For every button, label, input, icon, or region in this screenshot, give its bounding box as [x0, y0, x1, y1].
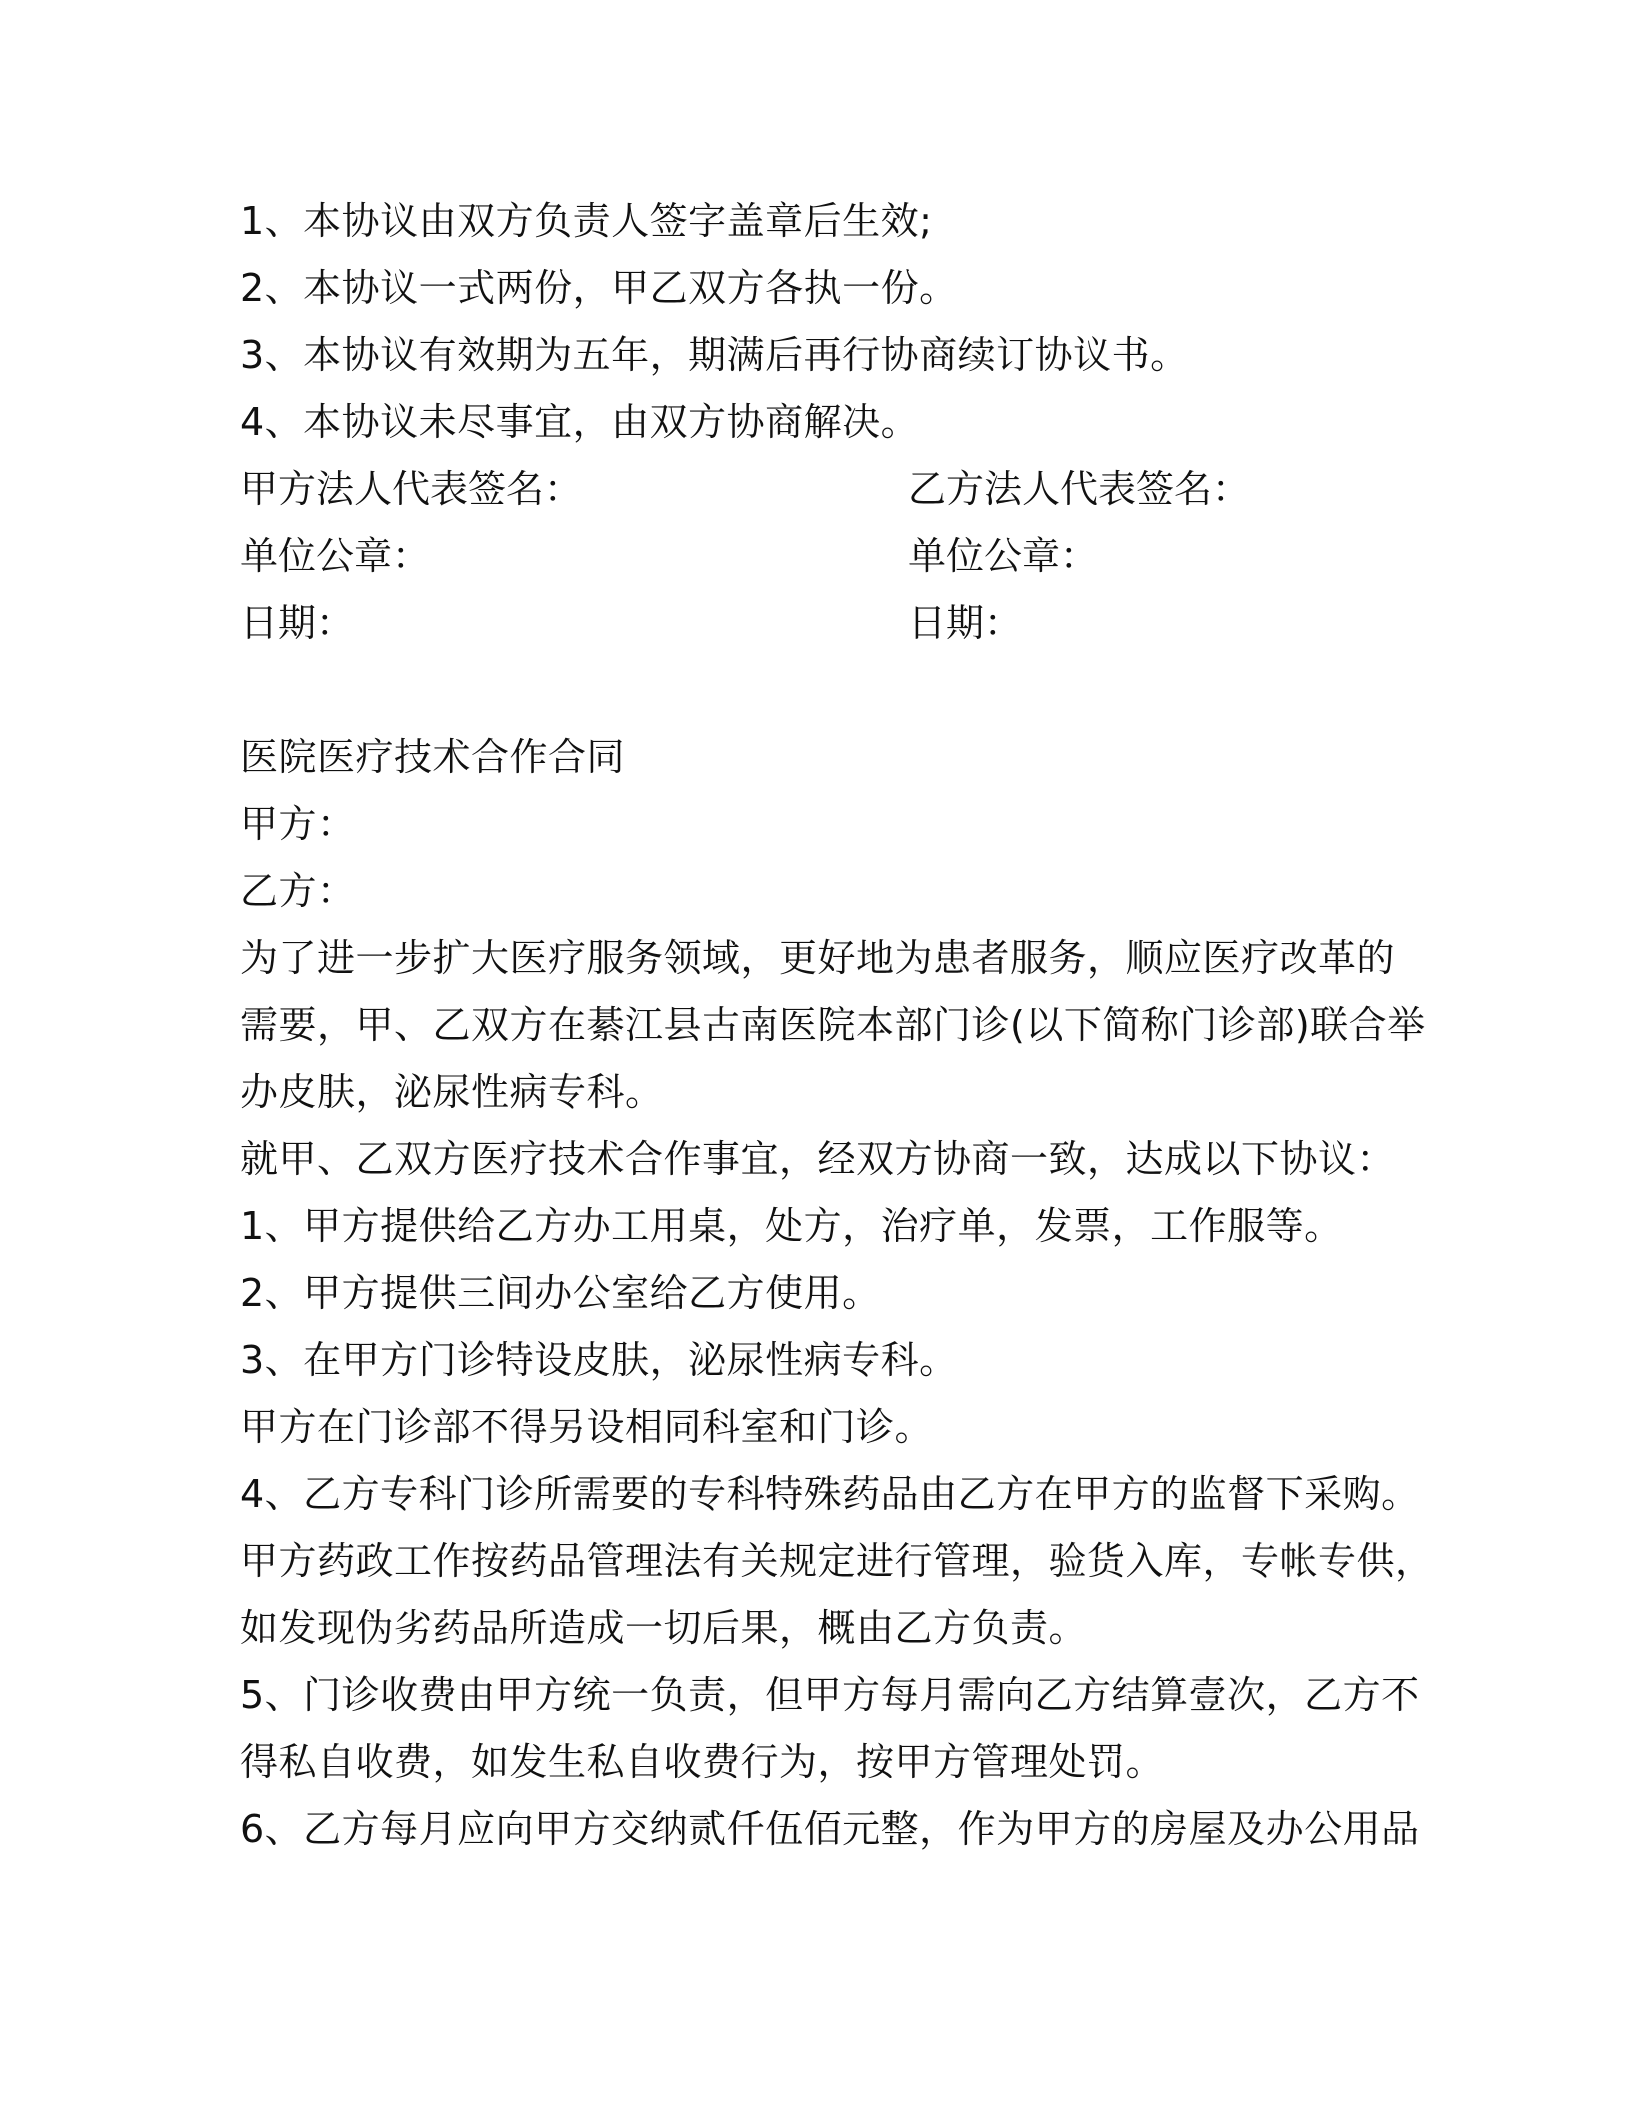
preamble-line-2: 需要，甲、乙双方在綦江县古南医院本部门诊(以下简称门诊部)联合举: [240, 1003, 1426, 1047]
party-a-label: 甲方：: [240, 802, 356, 846]
clause-line-8: 5、门诊收费由甲方统一负责，但甲方每月需向乙方结算壹次，乙方不: [240, 1673, 1420, 1717]
party-a-rep-signature: 甲方法人代表签名：: [240, 467, 583, 511]
seal-row: [240, 523, 1390, 590]
clause-line-1: 1、甲方提供给乙方办工用桌，处方，治疗单，发票，工作服等。: [240, 1204, 1343, 1248]
contract-title: 医院医疗技术合作合同: [240, 735, 626, 779]
final-term-3: 3、本协议有效期为五年，期满后再行协商续订协议书。: [240, 333, 1189, 377]
party-b-label: 乙方：: [240, 869, 356, 913]
preamble-line-3: 办皮肤，泌尿性病专科。: [240, 1070, 664, 1114]
clause-line-7: 如发现伪劣药品所造成一切后果，概由乙方负责。: [240, 1606, 1088, 1650]
party-a-seal: 单位公章：: [240, 534, 431, 578]
party-b-seal: 单位公章：: [908, 534, 1099, 578]
final-term-4: 4、本协议未尽事宜，由双方协商解决。: [240, 400, 920, 444]
date-row: [240, 590, 1390, 657]
final-term-2: 2、本协议一式两份，甲乙双方各执一份。: [240, 266, 958, 310]
preamble-line-1: 为了进一步扩大医疗服务领域，更好地为患者服务，顺应医疗改革的: [240, 936, 1396, 980]
clause-line-4: 甲方在门诊部不得另设相同科室和门诊。: [240, 1405, 934, 1449]
clause-line-5: 4、乙方专科门诊所需要的专科特殊药品由乙方在甲方的监督下采购。: [240, 1472, 1420, 1516]
clause-line-2: 2、甲方提供三间办公室给乙方使用。: [240, 1271, 881, 1315]
party-a-date: 日期：: [240, 601, 355, 645]
section-spacer: [240, 657, 1390, 724]
clause-line-3: 3、在甲方门诊特设皮肤，泌尿性病专科。: [240, 1338, 958, 1382]
signature-row: [240, 456, 1390, 523]
clause-line-10: 6、乙方每月应向甲方交纳贰仟伍佰元整，作为甲方的房屋及办公用品: [240, 1807, 1420, 1851]
party-b-date: 日期：: [908, 601, 1023, 645]
preamble-line-4: 就甲、乙双方医疗技术合作事宜，经双方协商一致，达成以下协议：: [240, 1137, 1396, 1181]
party-b-rep-signature: 乙方法人代表签名：: [908, 467, 1251, 511]
document-body: [240, 188, 1434, 1863]
clause-line-9: 得私自收费，如发生私自收费行为，按甲方管理处罚。: [240, 1740, 1165, 1784]
clause-line-6: 甲方药政工作按药品管理法有关规定进行管理，验货入库，专帐专供，: [240, 1539, 1434, 1583]
final-term-1: 1、本协议由双方负责人签字盖章后生效;: [240, 199, 933, 243]
